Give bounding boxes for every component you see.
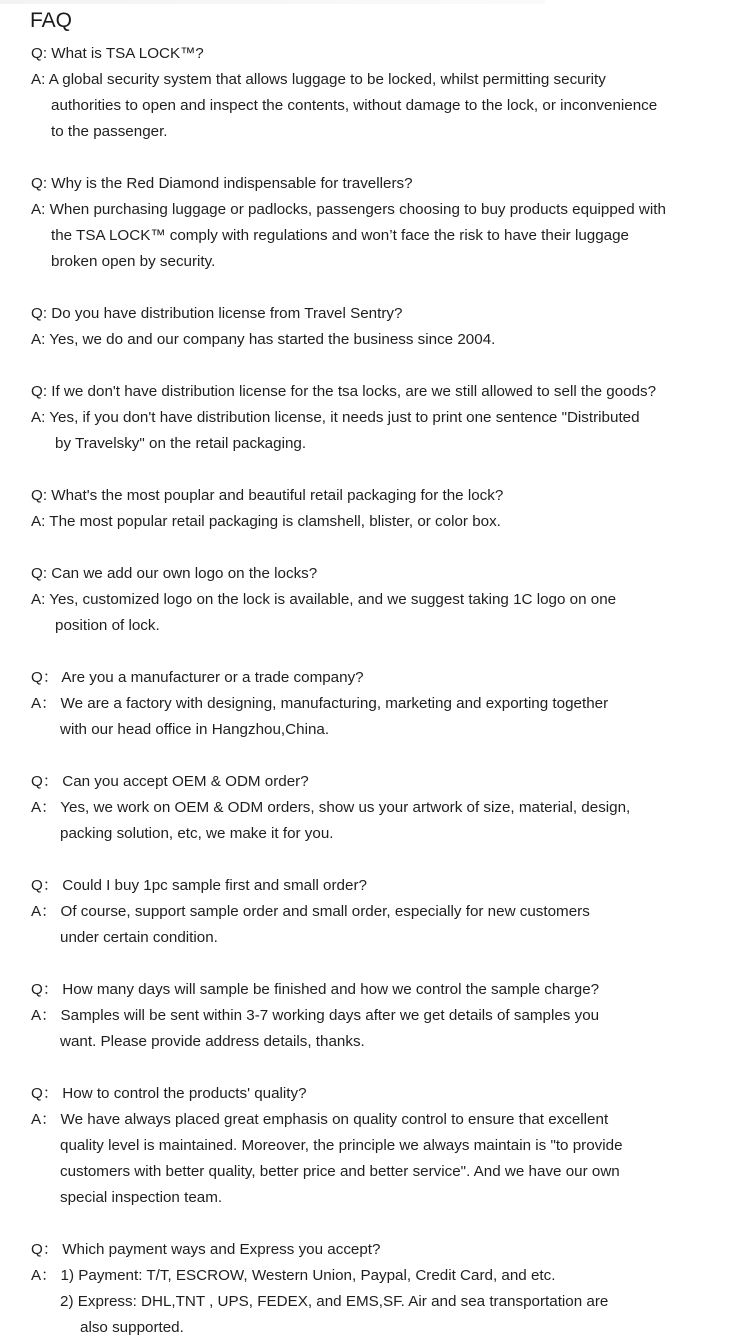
faq-answer-line: packing solution, etc, we make it for you. xyxy=(60,825,334,842)
faq-answer-line: broken open by security. xyxy=(51,253,216,270)
faq-question: Q: If we don't have distribution license for the tsa locks, are we still allowed to sell the goods? xyxy=(31,383,657,400)
faq-question: Q: Can we add our own logo on the locks? xyxy=(31,565,318,582)
faq-answer-line: A： We are a factory with designing, manufacturing, marketing and exporting together xyxy=(31,695,609,712)
faq-answer-line: also supported. xyxy=(80,1319,184,1336)
faq-answer-line: want. Please provide address details, thanks. xyxy=(60,1033,365,1050)
page-title: FAQ xyxy=(30,9,73,32)
faq-question: Q: What's the most pouplar and beautiful retail packaging for the lock? xyxy=(31,487,504,504)
faq-answer-line: A: The most popular retail packaging is clamshell, blister, or color box. xyxy=(31,513,501,530)
faq-answer-line: A： Samples will be sent within 3-7 working days after we get details of samples you xyxy=(31,1007,600,1024)
faq-answer-line: A： Yes, we work on OEM & ODM orders, show us your artwork of size, material, design, xyxy=(31,799,631,816)
faq-answer-line: A: Yes, customized logo on the lock is available, and we suggest taking 1C logo on one xyxy=(31,591,617,608)
faq-question: Q： Can you accept OEM & ODM order? xyxy=(31,773,309,790)
faq-question: Q: Do you have distribution license from Travel Sentry? xyxy=(31,305,403,322)
faq-answer-line: to the passenger. xyxy=(51,123,168,140)
faq-answer-line: the TSA LOCK™ comply with regulations and won’t face the risk to have their luggage xyxy=(51,227,629,244)
faq-answer-line: A： We have always placed great emphasis on quality control to ensure that excellent xyxy=(31,1111,609,1128)
faq-answer-line: A： Of course, support sample order and small order, especially for new customers xyxy=(31,903,590,920)
faq-answer-line: customers with better quality, better price and better service". And we have our own xyxy=(60,1163,620,1180)
faq-question: Q: What is TSA LOCK™? xyxy=(31,45,204,62)
faq-answer-line: under certain condition. xyxy=(60,929,218,946)
faq-answer-line: with our head office in Hangzhou,China. xyxy=(60,721,330,738)
faq-question: Q： Could I buy 1pc sample first and small order? xyxy=(31,877,367,894)
faq-answer-line: authorities to open and inspect the contents, without damage to the lock, or inconvenience xyxy=(51,97,658,114)
faq-question: Q: Why is the Red Diamond indispensable for travellers? xyxy=(31,175,413,192)
faq-question: Q： How many days will sample be finished and how we control the sample charge? xyxy=(31,981,600,998)
faq-answer-line: special inspection team. xyxy=(60,1189,223,1206)
faq-question: Q： Are you a manufacturer or a trade company? xyxy=(31,669,364,686)
faq-answer-line: 2) Express: DHL,TNT , UPS, FEDEX, and EMS,SF. Air and sea transportation are xyxy=(60,1293,609,1310)
faq-answer-line: A： 1) Payment: T/T, ESCROW, Western Union, Paypal, Credit Card, and etc. xyxy=(31,1267,556,1284)
faq-answer-line: A: Yes, we do and our company has started the business since 2004. xyxy=(31,331,496,348)
faq-answer-line: A: A global security system that allows luggage to be locked, whilst permitting security xyxy=(31,71,606,88)
faq-answer-line: A: Yes, if you don't have distribution license, it needs just to print one sentence "Distributed xyxy=(31,409,640,426)
faq-answer-line: quality level is maintained. Moreover, the principle we always maintain is "to provide xyxy=(60,1137,623,1154)
faq-answer-line: by Travelsky" on the retail packaging. xyxy=(55,435,307,452)
faq-question: Q： How to control the products' quality? xyxy=(31,1085,307,1102)
faq-answer-line: A: When purchasing luggage or padlocks, passengers choosing to buy products equipped with xyxy=(31,201,666,218)
faq-question: Q： Which payment ways and Express you accept? xyxy=(31,1241,381,1258)
faq-answer-line: position of lock. xyxy=(55,617,160,634)
top-divider xyxy=(0,0,545,4)
